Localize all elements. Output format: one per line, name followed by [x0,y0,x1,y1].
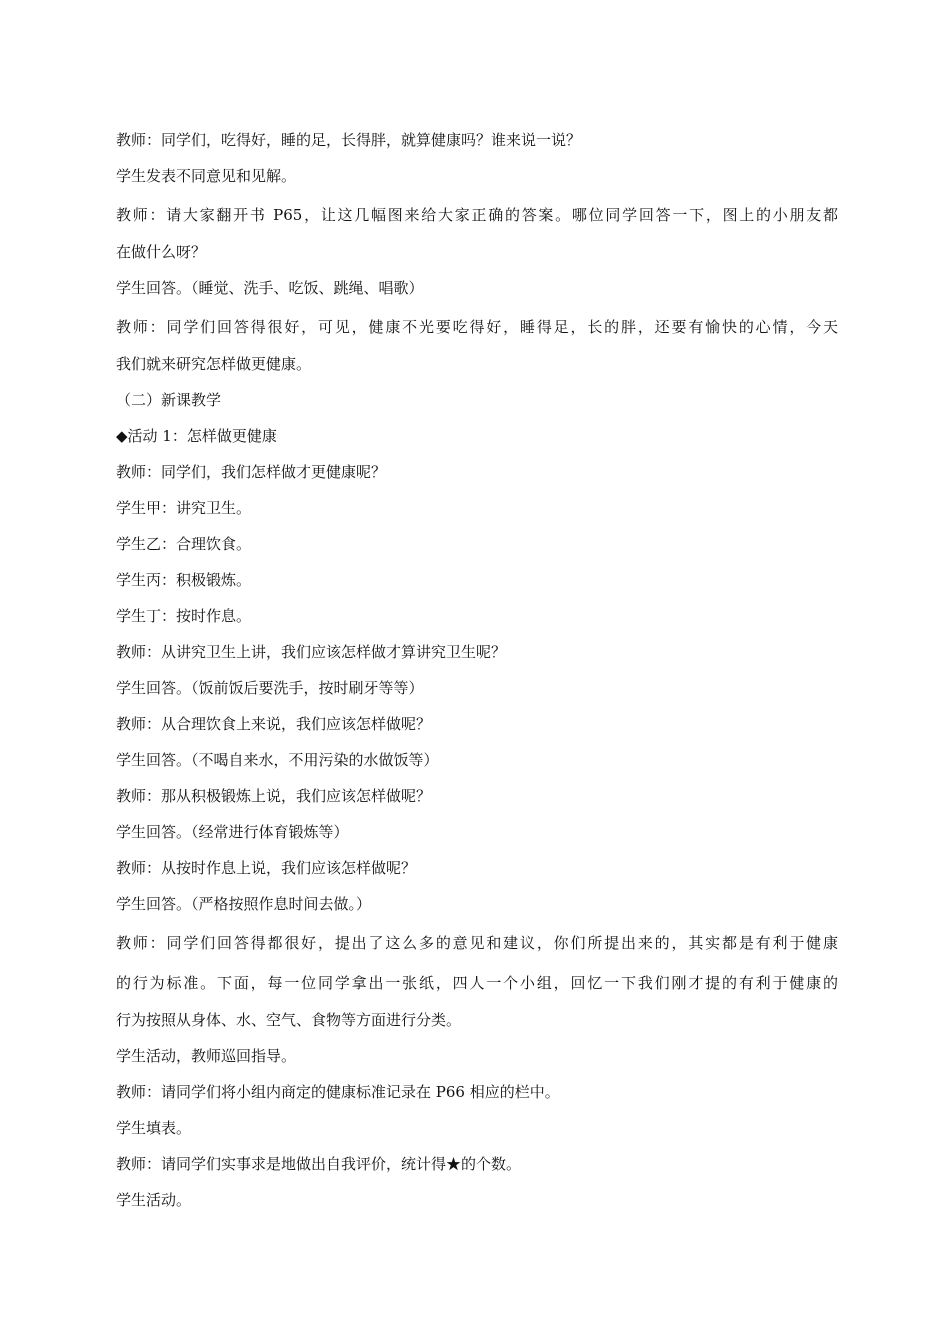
paragraph-student-hygiene-answer: 学生回答。（饭前饭后要洗手，按时刷牙等等） [116,679,424,697]
paragraph-teacher-summary-line3: 行为按照从身体、水、空气、食物等方面进行分类。 [116,1011,462,1029]
paragraph-student-answer-activities: 学生回答。（睡觉、洗手、吃饭、跳绳、唱歌） [116,279,424,297]
paragraph-student-activity: 学生活动。 [116,1191,192,1209]
paragraph-teacher-summary-line2: 的行为标准。下面，每一位同学拿出一张纸，四人一个小组，回忆一下我们刚才提的有利于健康的 [116,974,838,992]
paragraph-student-exercise-answer: 学生回答。（经常进行体育锻炼等） [116,823,349,841]
paragraph-student-diet-answer: 学生回答。（不喝自来水，不用污染的水做饭等） [116,751,439,769]
paragraph-student-b: 学生乙：合理饮食。 [116,535,252,553]
paragraph-teacher-question: 教师：同学们，吃得好，睡的足，长得胖，就算健康吗？谁来说一说？ [116,131,582,149]
paragraph-teacher-hygiene: 教师：从讲究卫生上讲，我们应该怎样做才算讲究卫生呢？ [116,643,507,661]
paragraph-student-schedule-answer: 学生回答。（严格按照作息时间去做。） [116,895,372,913]
paragraph-teacher-self-evaluation: 教师：请同学们实事求是地做出自我评价，统计得★的个数。 [116,1155,522,1173]
paragraph-teacher-health-line2: 我们就来研究怎样做更健康。 [116,355,312,373]
paragraph-teacher-p65-line1: 教师：请大家翻开书 P65，让这几幅图来给大家正确的答案。哪位同学回答一下，图上的小朋友都 [116,206,838,224]
paragraph-teacher-record-p66: 教师：请同学们将小组内商定的健康标准记录在 P66 相应的栏中。 [116,1083,560,1101]
document-body [116,122,838,1218]
paragraph-teacher-schedule: 教师：从按时作息上说，我们应该怎样做呢？ [116,859,417,877]
paragraph-student-c: 学生丙：积极锻炼。 [116,571,252,589]
activity-heading-1: ◆活动 1：怎样做更健康 [116,427,277,445]
section-heading-new-lesson: （二）新课教学 [116,391,222,409]
paragraph-student-activity-guidance: 学生活动，教师巡回指导。 [116,1047,297,1065]
paragraph-student-d: 学生丁：按时作息。 [116,607,252,625]
paragraph-teacher-summary-line1: 教师：同学们回答得都很好，提出了这么多的意见和建议，你们所提出来的，其实都是有利于健康 [116,934,838,952]
paragraph-teacher-health-line1: 教师：同学们回答得很好，可见，健康不光要吃得好，睡得足，长的胖，还要有愉快的心情，今天 [116,318,838,336]
paragraph-teacher-p65-line2: 在做什么呀？ [116,243,207,261]
paragraph-teacher-diet: 教师：从合理饮食上来说，我们应该怎样做呢？ [116,715,432,733]
paragraph-teacher-exercise: 教师：那从积极锻炼上说，我们应该怎样做呢？ [116,787,432,805]
paragraph-student-a: 学生甲：讲究卫生。 [116,499,252,517]
paragraph-student-fill-table: 学生填表。 [116,1119,192,1137]
paragraph-teacher-how-healthy: 教师：同学们，我们怎样做才更健康呢？ [116,463,387,481]
paragraph-student-opinions: 学生发表不同意见和见解。 [116,167,297,185]
